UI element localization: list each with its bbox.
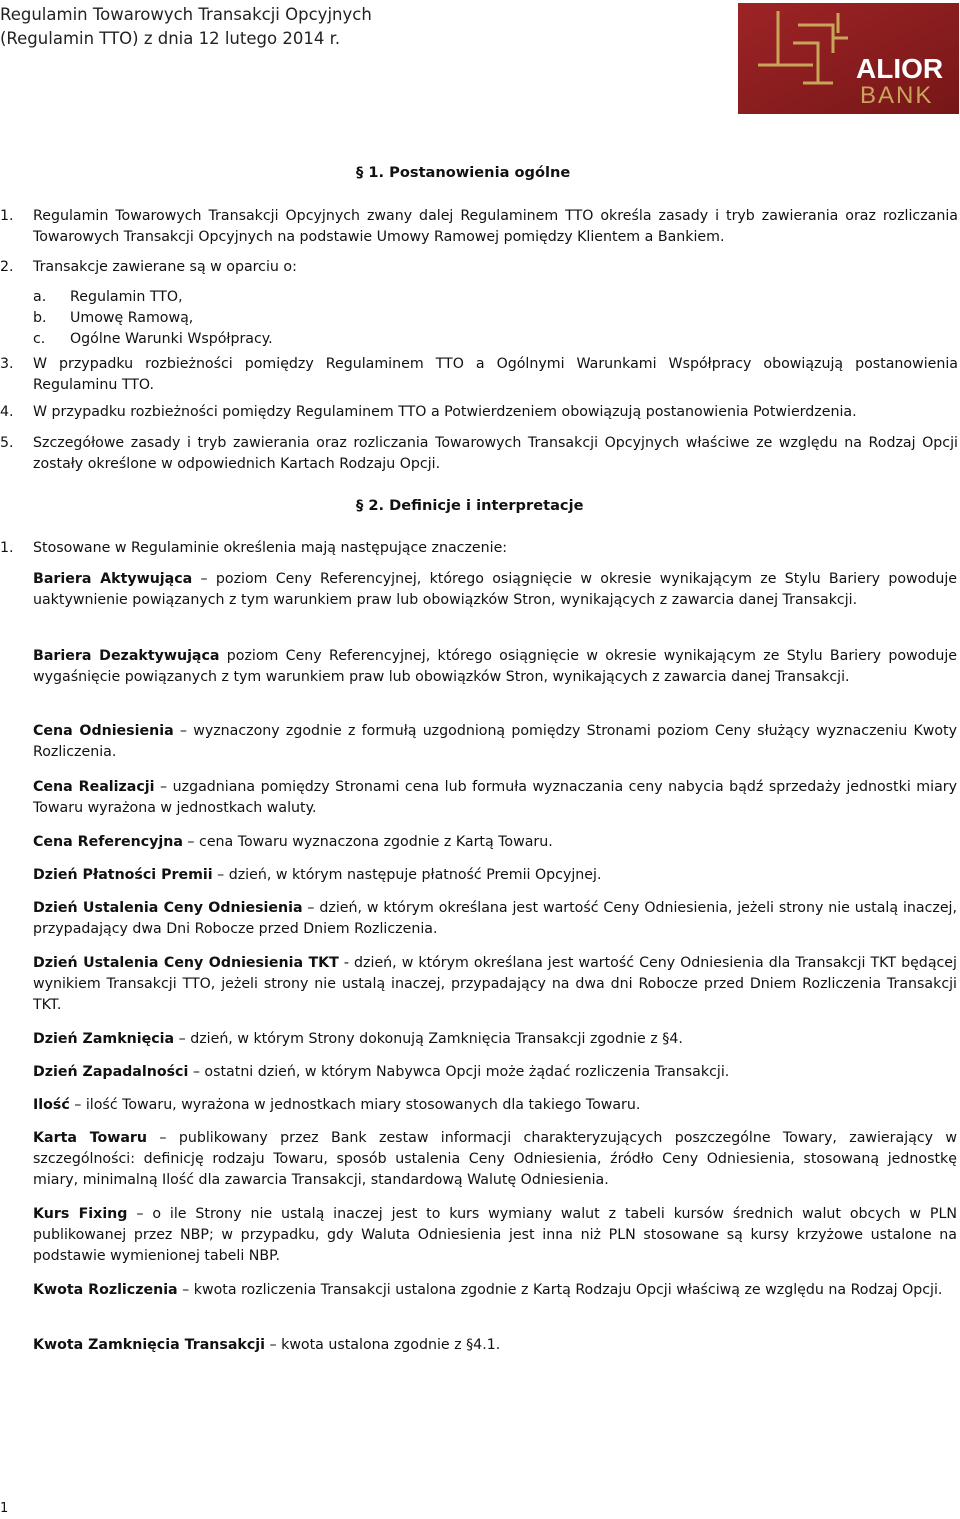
definition: Dzień Płatności Premii – dzień, w którym następuje płatność Premii Opcyjnej. xyxy=(33,867,602,883)
logo-text-alior: ALIOR xyxy=(856,53,944,84)
definition-term: Dzień Ustalenia Ceny Odniesienia TKT xyxy=(33,955,339,971)
definition-term: Cena Odniesienia xyxy=(33,723,174,739)
definition: Bariera Dezaktywująca poziom Ceny Referencyjnej, którego osiągnięcie w okresie wynikającym ze Stylu Bariery powoduje wygaśnięcie powiązanych z tym warunkiem praw lub obowiązków Stron, wynikających z zawarcia danej Transakcji. xyxy=(33,648,957,685)
definition-term: Dzień Ustalenia Ceny Odniesienia xyxy=(33,900,303,916)
definition-term: Dzień Płatności Premii xyxy=(33,867,213,883)
sub-list-item: c. Ogólne Warunki Współpracy. xyxy=(33,331,273,347)
definition-term: Bariera Aktywująca xyxy=(33,571,193,587)
definition-term: Cena Realizacji xyxy=(33,779,155,795)
section-1-heading: § 1. Postanowienia ogólne xyxy=(356,164,571,181)
definition: Kwota Zamknięcia Transakcji – kwota ustalona zgodnie z §4.1. xyxy=(33,1337,501,1353)
definition-term: Kurs Fixing xyxy=(33,1206,128,1222)
list-item: 3. W przypadku rozbieżności pomiędzy Regulaminem TTO a Ogólnymi Warunkami Współpracy obowiązują postanowienia Regulaminu TTO. xyxy=(0,356,958,393)
section-2-intro: 1. Stosowane w Regulaminie określenia mają następujące znaczenie: xyxy=(0,540,508,556)
document-title-line2: (Regulamin TTO) z dnia 12 lutego 2014 r. xyxy=(0,29,341,48)
document-title-line1: Regulamin Towarowych Transakcji Opcyjnych xyxy=(0,5,372,24)
definition: Dzień Zapadalności – ostatni dzień, w którym Nabywca Opcji może żądać rozliczenia Transakcji. xyxy=(33,1064,730,1080)
sub-list xyxy=(33,287,273,350)
definition-term: Kwota Rozliczenia xyxy=(33,1282,178,1298)
definition-term: Bariera Dezaktywująca xyxy=(33,648,220,664)
definition: Kurs Fixing – o ile Strony nie ustalą inaczej jest to kurs wymiany walut z tabeli kursów średnich walut obcych w PLN publikowanej przez NBP; w przypadku, gdy Waluta Odniesienia jest inna niż PLN stosowane są kursy krzyżowe ustalone na podstawie wymienionej tabeli NBP. xyxy=(33,1206,957,1264)
page-number: 1 xyxy=(0,1501,9,1516)
definition: Dzień Ustalenia Ceny Odniesienia TKT - dzień, w którym określana jest wartość Ceny Odniesienia dla Transakcji TKT będącej wynikiem Transakcji TTO, jeżeli strony nie ustalą inaczej, przypadający na dwa dni Robocze przed Dniem Rozliczenia Transakcji TKT. xyxy=(33,955,957,1013)
definition: Cena Realizacji – uzgadniana pomiędzy Stronami cena lub formuła wyznaczania ceny nabycia bądź sprzedaży jednostki miary Towaru wyrażona w jednostkach waluty. xyxy=(33,779,957,816)
definition: Bariera Aktywująca – poziom Ceny Referencyjnej, którego osiągnięcie w okresie wynikającym ze Stylu Bariery powoduje uaktywnienie powiązanych z tym warunkiem praw lub obowiązków Stron, wynikających z zawarcia danej Transakcji. xyxy=(33,571,958,608)
definition-term: Ilość xyxy=(33,1097,70,1113)
definition: Kwota Rozliczenia – kwota rozliczenia Transakcji ustalona zgodnie z Kartą Rodzaju Opcji właściwą ze względu na Rodzaj Opcji. xyxy=(33,1282,943,1298)
sub-list-item: b. Umowę Ramową, xyxy=(33,310,194,326)
definition-term: Cena Referencyjna xyxy=(33,834,183,850)
definition: Dzień Zamknięcia – dzień, w którym Strony dokonują Zamknięcia Transakcji zgodnie z §4. xyxy=(33,1031,683,1047)
definition: Ilość – ilość Towaru, wyrażona w jednostkach miary stosowanych dla takiego Towaru. xyxy=(33,1097,641,1113)
list-item: 2. Transakcje zawierane są w oparciu o: xyxy=(0,259,297,275)
definition-term: Karta Towaru xyxy=(33,1130,148,1146)
list-item: 5. Szczegółowe zasady i tryb zawierania oraz rozliczania Towarowych Transakcji Opcyjnych właściwe ze względu na Rodzaj Opcji zostały określone w odpowiednich Kartach Rodzaju Opcji. xyxy=(0,435,958,472)
sub-list-item: a. Regulamin TTO, xyxy=(33,289,183,305)
alior-bank-logo xyxy=(738,3,959,114)
definition-term: Dzień Zapadalności xyxy=(33,1064,189,1080)
logo-text-bank: BANK xyxy=(860,82,934,109)
definition: Cena Referencyjna – cena Towaru wyznaczona zgodnie z Kartą Towaru. xyxy=(33,834,553,850)
definition-term: Dzień Zamknięcia xyxy=(33,1031,175,1047)
section-2-heading: § 2. Definicje i interpretacje xyxy=(356,497,584,514)
definition-term: Kwota Zamknięcia Transakcji xyxy=(33,1337,265,1353)
definition: Cena Odniesienia – wyznaczony zgodnie z formułą uzgodnioną pomiędzy Stronami poziom Ceny służący wyznaczeniu Kwoty Rozliczenia. xyxy=(33,723,957,760)
document-title xyxy=(0,3,372,51)
list-item: 1. Regulamin Towarowych Transakcji Opcyjnych zwany dalej Regulaminem TTO określa zasady i tryb zawierania oraz rozliczania Towarowych Transakcji Opcyjnych na podstawie Umowy Ramowej pomiędzy Klientem a Bankiem. xyxy=(0,208,958,245)
definition: Dzień Ustalenia Ceny Odniesienia – dzień, w którym określana jest wartość Ceny Odniesienia, jeżeli strony nie ustalą inaczej, przypadający dwa Dni Robocze przed Dniem Rozliczenia. xyxy=(33,900,957,937)
definition: Karta Towaru – publikowany przez Bank zestaw informacji charakteryzujących poszczególne Towary, zawierający w szczególności: definicję rodzaju Towaru, sposób ustalenia Ceny Odniesienia, źródło Ceny Odniesienia, stosowaną jednostkę miary, minimalną Ilość dla zawarcia Transakcji, standardową Walutę Odniesienia. xyxy=(33,1130,957,1188)
list-item: 4. W przypadku rozbieżności pomiędzy Regulaminem TTO a Potwierdzeniem obowiązują postanowienia Potwierdzenia. xyxy=(0,404,857,420)
